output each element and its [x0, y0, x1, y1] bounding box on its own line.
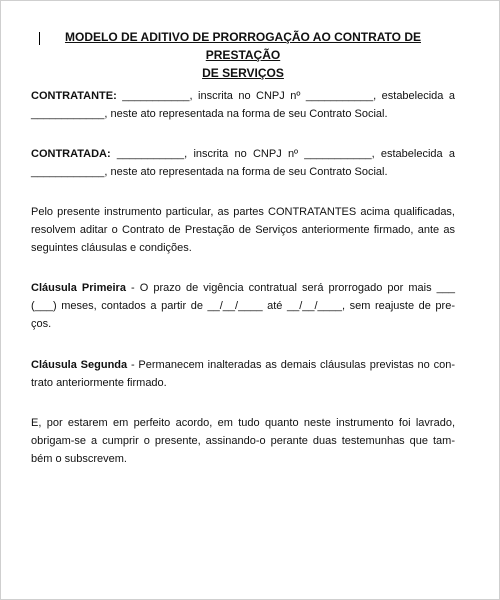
- clausula1-text-1: - O prazo de vigência contratual será prorrogado por mais ___: [125, 282, 455, 294]
- clausula1-line-2: (___) meses, contados a partir de __/__/____ até __/__/____, sem reajuste de pre-: [31, 300, 455, 312]
- clausula2-line-1: [31, 356, 455, 374]
- closing-line-2: obrigam-se a cumprir o presente, assinando-o perante duas testemunhas que tam-: [31, 435, 455, 447]
- contratante-text-1: ___________, inscrita no CNPJ nº ___________, estabelecida a: [122, 90, 455, 102]
- title-line-1: MODELO DE ADITIVO DE PRORROGAÇÃO AO CONTRATO DE PRESTAÇÃO: [64, 30, 421, 62]
- clausula1-line-3: ços.: [31, 318, 52, 330]
- intro-line-3: seguintes cláusulas e condições.: [31, 242, 192, 254]
- contratada-line-2: ____________, neste ato representada na forma de seu Contrato Social.: [31, 166, 388, 178]
- contratante-paragraph: [31, 87, 455, 123]
- intro-paragraph: [31, 203, 455, 257]
- contratada-label: CONTRATADA:: [31, 148, 111, 160]
- contratante-label: CONTRATANTE:: [31, 90, 117, 102]
- clausula2-line-2: trato anteriormente firmado.: [31, 377, 167, 389]
- contratante-line-2: ____________, neste ato representada na forma de seu Contrato Social.: [31, 108, 388, 120]
- clausula2-text-1: - Permanecem inalteradas as demais cláusulas previstas no con-: [127, 359, 455, 371]
- intro-line-2: resolvem aditar o Contrato de Prestação de Serviços anteriormente firmado, ante as: [31, 224, 455, 236]
- clausula-primeira-paragraph: [31, 279, 455, 333]
- title-line-2: DE SERVIÇOS: [202, 66, 284, 80]
- clausula1-line-1: [31, 279, 455, 297]
- closing-paragraph: [31, 414, 455, 468]
- closing-line-1: E, por estarem em perfeito acordo, em tudo quanto neste instrumento foi lavrado,: [31, 417, 455, 429]
- contratada-line-1: [31, 145, 455, 163]
- closing-line-3: bém o subscrevem.: [31, 453, 127, 465]
- document-title: [31, 28, 455, 82]
- intro-line-1: Pelo presente instrumento particular, as partes CONTRATANTES acima qualificadas,: [31, 206, 455, 218]
- clausula-segunda-paragraph: [31, 356, 455, 392]
- clausula2-label: Cláusula Segunda: [31, 359, 128, 371]
- contratada-paragraph: [31, 145, 455, 181]
- clausula1-label: Cláusula Primeira: [31, 282, 126, 294]
- contratada-text-1: ___________, inscrita no CNPJ nº ___________, estabelecida a: [116, 148, 455, 160]
- contratante-line-1: [31, 87, 455, 105]
